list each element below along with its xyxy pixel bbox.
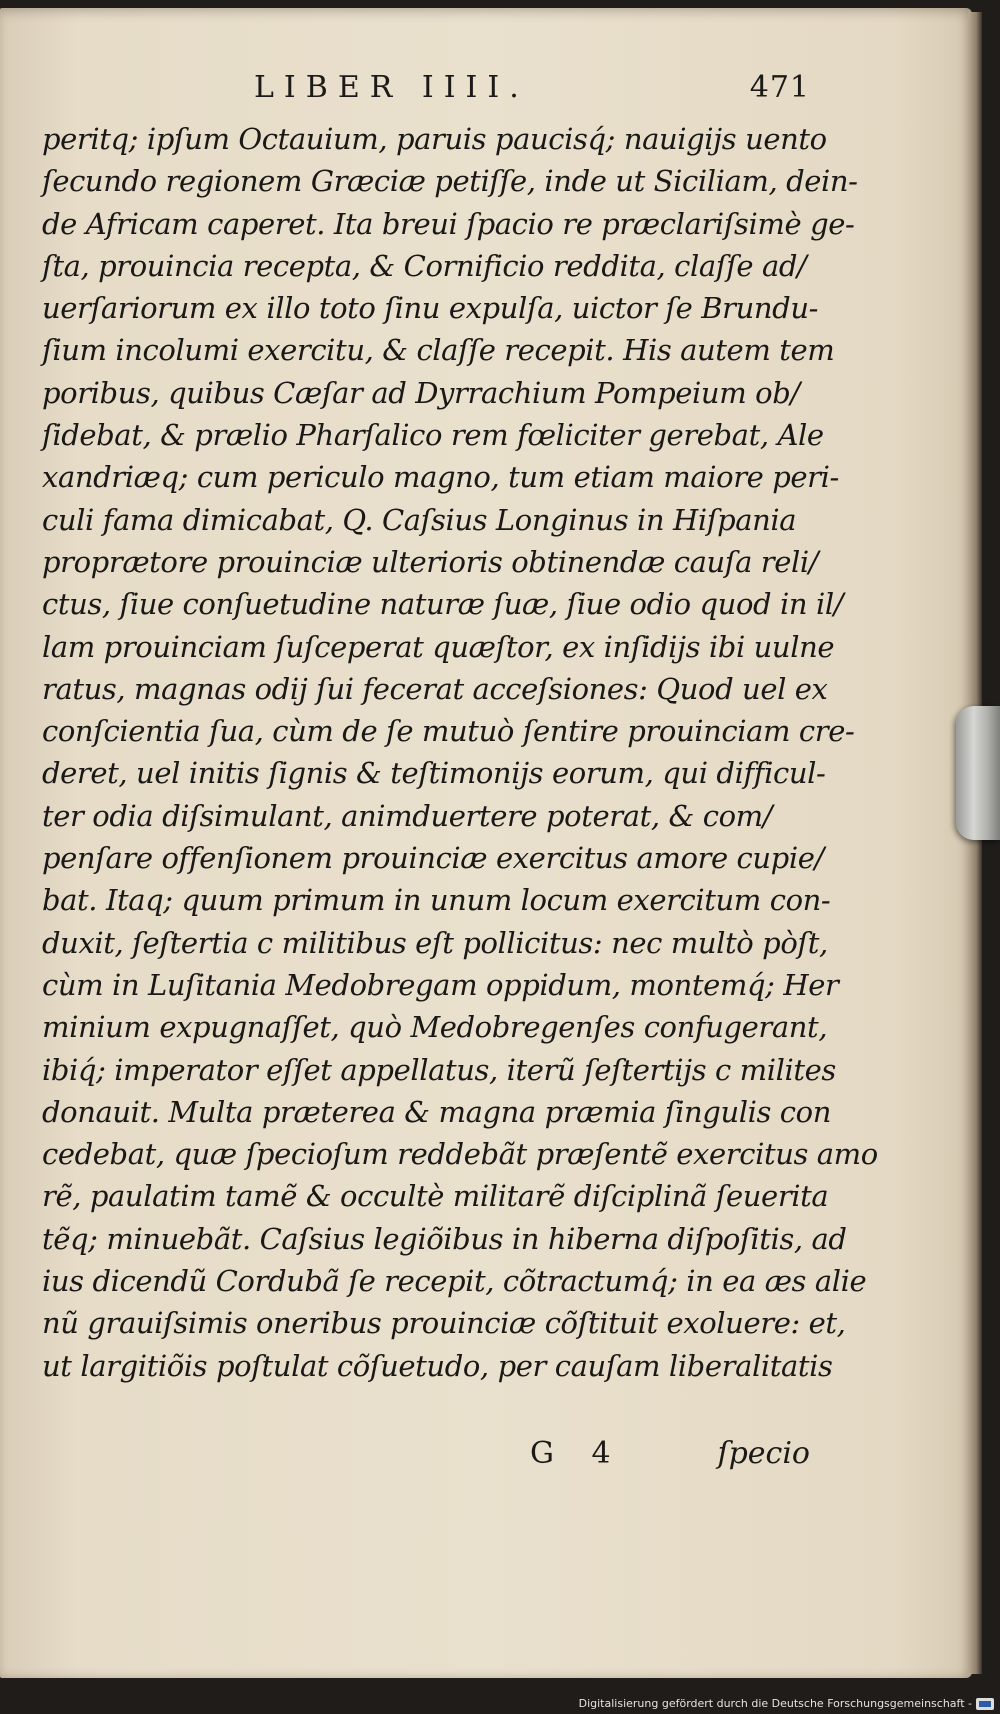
- digitization-credit: [579, 1697, 994, 1710]
- text-line: peritq; ipſum Octauium, paruis paucisq́; nauigijs uento: [42, 122, 827, 156]
- credit-bar: [0, 1692, 1000, 1714]
- text-line: xandriæq; cum periculo magno, tum etiam maiore peri-: [42, 460, 839, 495]
- text-line: proprætore prouinciæ ulterioris obtinendæ cauſa reli/: [42, 544, 819, 579]
- folio-number: 471: [749, 70, 810, 105]
- text-line: ſidebat, & prælio Pharſalico rem fœliciter gerebat, Ale: [42, 418, 824, 453]
- text-line: ſecundo regionem Græciæ petiſſe, inde ut Siciliam, dein-: [42, 164, 858, 199]
- running-head: LIBER IIII.: [254, 70, 529, 105]
- text-line: ut largitiõis poſtulat cõſuetudo, per cauſam liberalitatis: [42, 1348, 833, 1383]
- text-line: poribus, quibus Cæſar ad Dyrrachium Pompeium ob/: [42, 375, 800, 410]
- text-line: ctus, ſiue conſuetudine naturæ ſuæ, ſiue odio quod in il/: [42, 587, 844, 622]
- text-line: bat. Itaq; quum primum in unum locum exercitum con-: [42, 883, 831, 918]
- body-text: [42, 118, 878, 1387]
- book-page: [0, 8, 972, 1678]
- page-clip: [956, 706, 1000, 840]
- text-line: penſare offenſionem prouinciæ exercitus amore cupie/: [42, 841, 824, 876]
- text-line: ſium incolumi exercitu, & claſſe recepit. His autem tem: [42, 333, 835, 368]
- text-line: ratus, magnas odij ſui fecerat acceſsiones: Quod uel ex: [42, 671, 828, 706]
- text-line: cedebat, quæ ſpecioſum reddebãt præſentẽ exercitus amo: [42, 1137, 878, 1172]
- dfg-logo-icon: [976, 1698, 994, 1710]
- text-line: donauit. Multa præterea & magna præmia ſingulis con: [42, 1094, 831, 1129]
- text-line: lam prouinciam ſuſceperat quæſtor, ex inſidijs ibi uulne: [42, 629, 835, 664]
- text-line: tẽq; minuebãt. Caſsius legiõibus in hiberna diſpoſitis, ad: [42, 1221, 847, 1256]
- text-line: ibiq́; imperator eſſet appellatus, iterũ ſeſtertijs c milites: [42, 1052, 836, 1087]
- credit-text: Digitalisierung gefördert durch die Deutsche Forschungsgemeinschaft -: [578, 1697, 972, 1710]
- page-footer: [530, 1436, 810, 1480]
- page-header: [230, 70, 810, 112]
- text-line: conſcientia ſua, cùm de ſe mutuò ſentire prouinciam cre-: [42, 714, 855, 749]
- text-line: de Africam caperet. Ita breui ſpacio re præclariſsimè ge-: [42, 206, 855, 241]
- text-line: duxit, ſeſtertia c militibus eſt pollicitus: nec multò pòſt,: [42, 925, 828, 960]
- text-line: deret, uel initis ſignis & teſtimonijs eorum, qui difficul-: [42, 756, 826, 791]
- text-line: uerſariorum ex illo toto ſinu expulſa, uictor ſe Brundu-: [42, 291, 819, 326]
- text-line: minium expugnaſſet, quò Medobregenſes confugerant,: [42, 1010, 828, 1045]
- text-line: rẽ, paulatim tamẽ & occultè militarẽ diſciplinã ſeuerita: [42, 1179, 829, 1214]
- text-line: culi fama dimicabat, Q. Caſsius Longinus in Hiſpania: [42, 502, 797, 537]
- text-line: ter odia diſsimulant, animduertere poterat, & com/: [42, 798, 773, 833]
- text-line: cùm in Luſitania Medobregam oppidum, montemq́; Her: [42, 967, 839, 1002]
- text-line: nũ grauiſsimis oneribus prouinciæ cõſtituit exoluere: et,: [42, 1306, 846, 1341]
- text-line: ſta, prouincia recepta, & Cornificio reddita, claſſe ad/: [42, 248, 807, 283]
- text-line: ius dicendũ Cordubã ſe recepit, cõtractumq́; in ea æs alie: [42, 1264, 867, 1299]
- signature-mark: G 4: [530, 1436, 625, 1471]
- page-edge: [968, 12, 982, 1674]
- catchword: ſpecio: [717, 1436, 810, 1471]
